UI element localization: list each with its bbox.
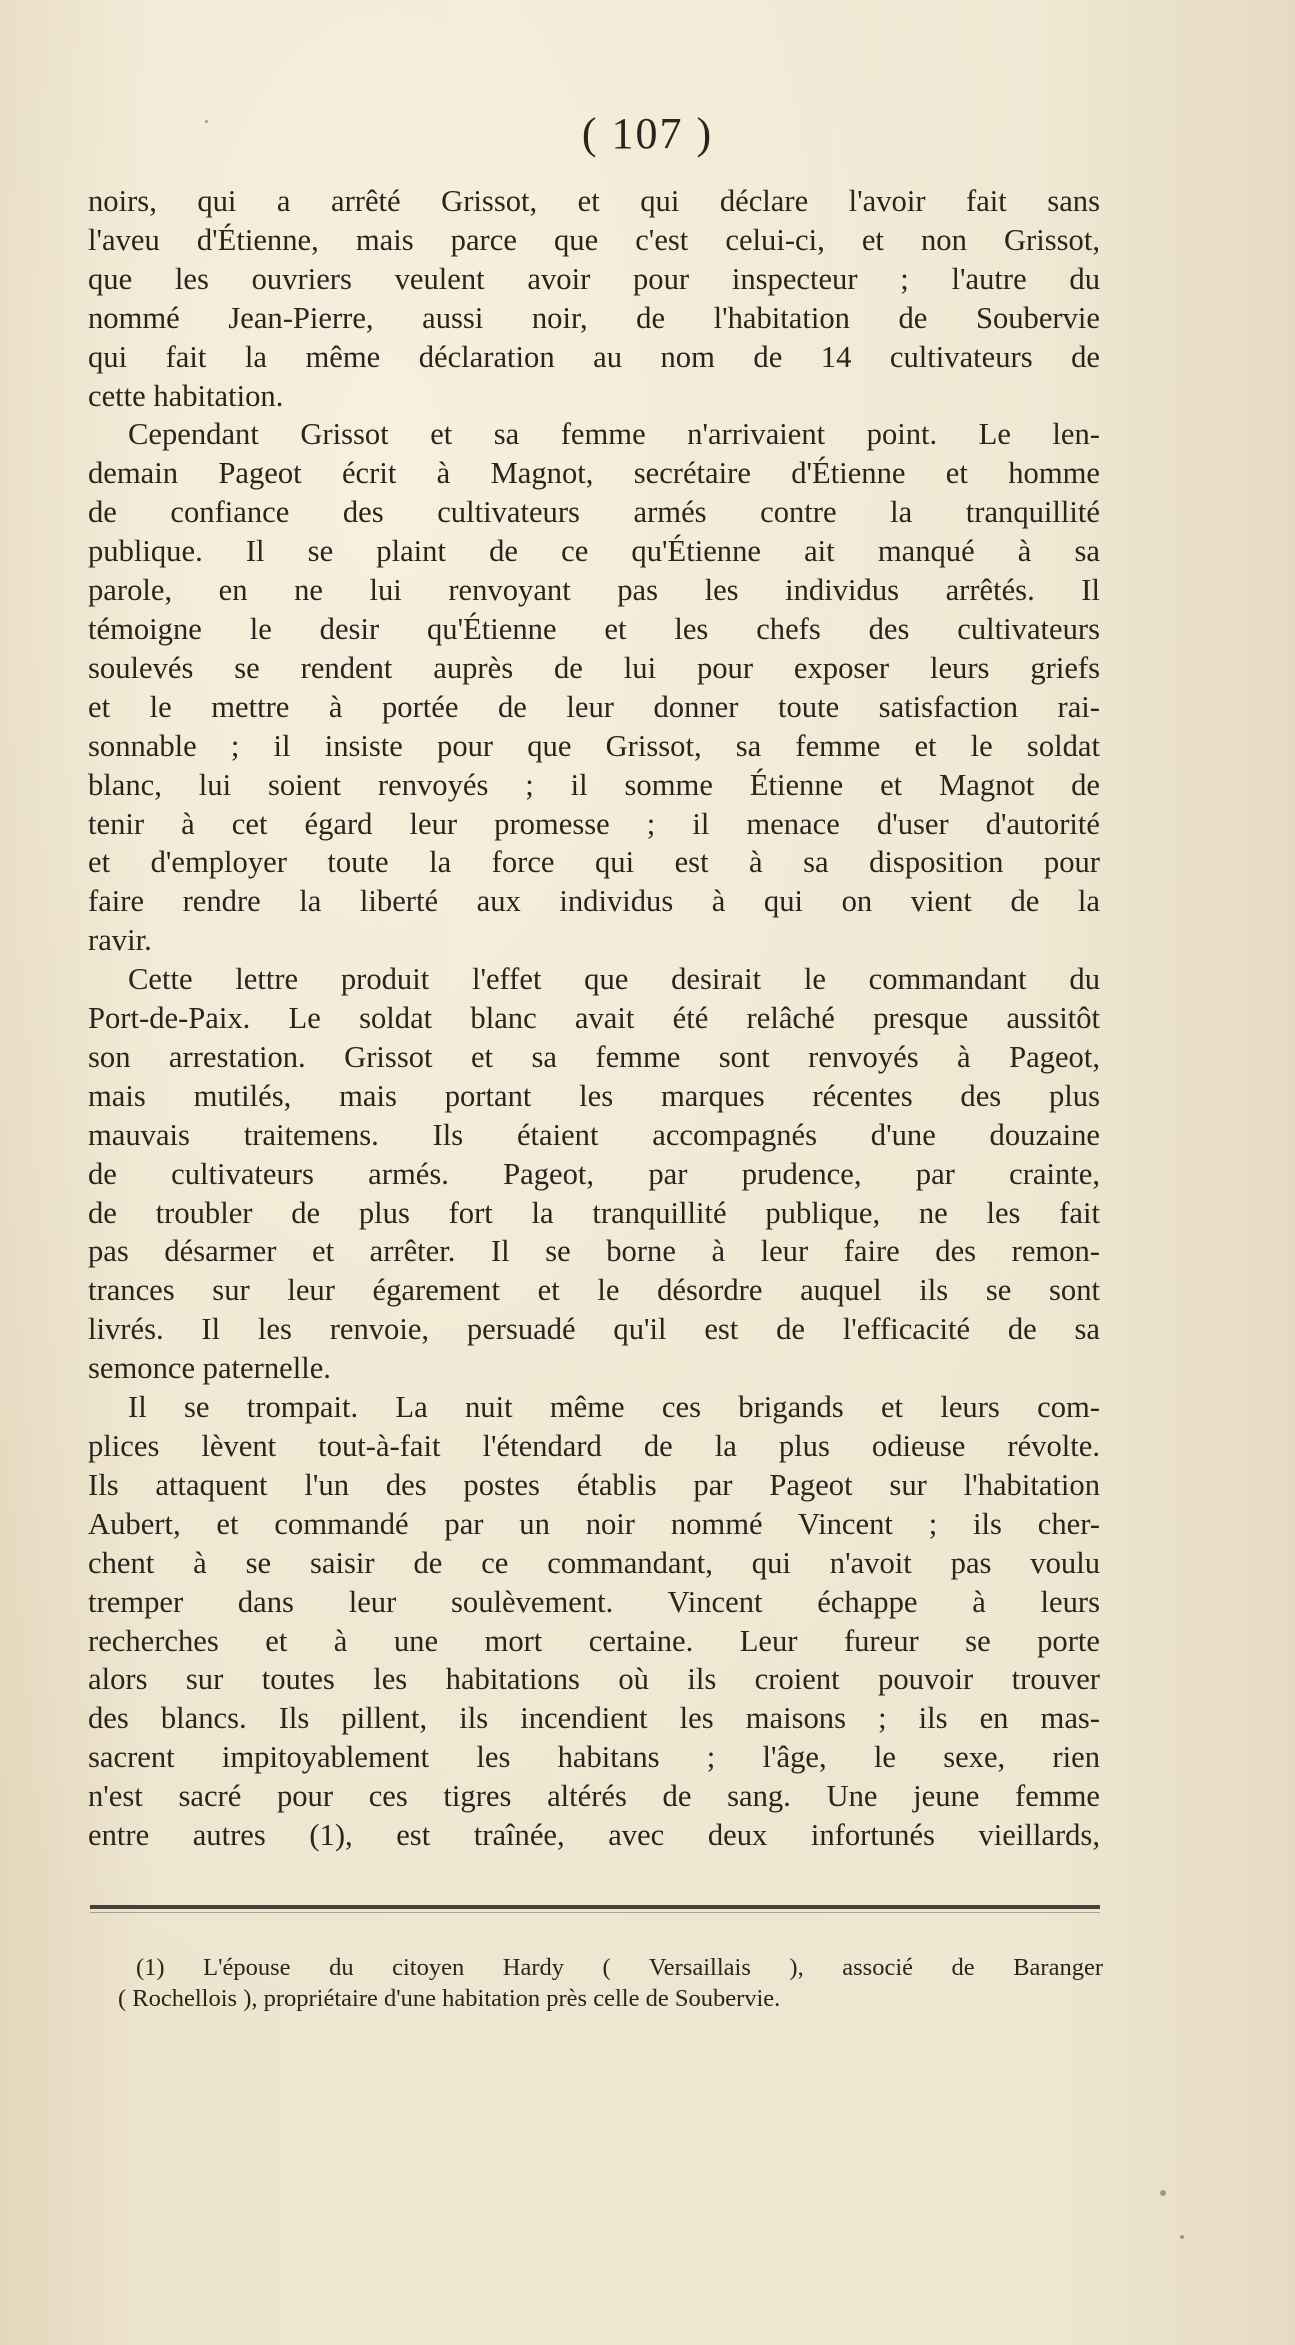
- text-line: cette habitation.: [88, 378, 284, 413]
- text-line: mais mutilés, mais portant les marques récentes des plus: [88, 1078, 1100, 1113]
- footnote: [118, 1952, 1103, 2014]
- text-line: faire rendre la liberté aux individus à qui on vient de la: [88, 884, 1100, 919]
- text-line: et d'employer toute la force qui est à sa disposition pour: [88, 845, 1100, 880]
- text-line: Port-de-Paix. Le soldat blanc avait été relâché presque aussitôt: [88, 1001, 1100, 1036]
- text-line: tenir à cet égard leur promesse ; il menace d'user d'autorité: [88, 806, 1100, 841]
- text-line: des blancs. Ils pillent, ils incendient les maisons ; ils en mas-: [88, 1701, 1100, 1736]
- text-line: semonce paternelle.: [88, 1351, 331, 1386]
- text-line: soulevés se rendent auprès de lui pour exposer leurs griefs: [88, 650, 1100, 685]
- text-line: témoigne le desir qu'Étienne et les chefs des cultivateurs: [88, 611, 1100, 646]
- text-line: son arrestation. Grissot et sa femme sont renvoyés à Pageot,: [88, 1039, 1100, 1074]
- text-line: n'est sacré pour ces tigres altérés de sang. Une jeune femme: [88, 1779, 1100, 1814]
- text-line: Cependant Grissot et sa femme n'arrivaient point. Le len-: [128, 417, 1100, 452]
- text-line: chent à se saisir de ce commandant, qui n'avoit pas voulu: [88, 1545, 1100, 1580]
- text-line: de confiance des cultivateurs armés contre la tranquillité: [88, 495, 1100, 530]
- text-line: de cultivateurs armés. Pageot, par prudence, par crainte,: [88, 1156, 1100, 1191]
- footnote-divider-thin: [90, 1912, 1100, 1913]
- text-line: demain Pageot écrit à Magnot, secrétaire d'Étienne et homme: [88, 456, 1100, 491]
- text-line: trances sur leur égarement et le désordre auquel ils se sont: [88, 1273, 1100, 1308]
- text-line: livrés. Il les renvoie, persuadé qu'il est de l'efficacité de sa: [88, 1312, 1100, 1347]
- text-line: publique. Il se plaint de ce qu'Étienne ait manqué à sa: [88, 534, 1100, 569]
- text-line: ravir.: [88, 923, 152, 958]
- footnote-line: ( Rochellois ), propriétaire d'une habitation près celle de Soubervie.: [118, 1985, 781, 2012]
- text-line: blanc, lui soient renvoyés ; il somme Étienne et Magnot de: [88, 767, 1100, 802]
- footnote-line: (1) L'épouse du citoyen Hardy ( Versaillais ), associé de Baranger: [136, 1954, 1103, 1981]
- text-line: entre autres (1), est traînée, avec deux infortunés vieillards,: [88, 1818, 1100, 1853]
- text-line: l'aveu d'Étienne, mais parce que c'est celui-ci, et non Grissot,: [88, 222, 1100, 257]
- text-line: que les ouvriers veulent avoir pour inspecteur ; l'autre du: [88, 261, 1100, 296]
- page-number: ( 107 ): [581, 109, 714, 158]
- text-line: Aubert, et commandé par un noir nommé Vincent ; ils cher-: [88, 1506, 1100, 1541]
- text-line: nommé Jean-Pierre, aussi noir, de l'habitation de Soubervie: [88, 300, 1100, 335]
- text-line: et le mettre à portée de leur donner toute satisfaction rai-: [88, 689, 1100, 724]
- body-text: [88, 182, 1100, 1855]
- text-line: Il se trompait. La nuit même ces brigands et leurs com-: [128, 1390, 1100, 1425]
- text-line: Ils attaquent l'un des postes établis par Pageot sur l'habitation: [88, 1467, 1100, 1502]
- text-line: sacrent impitoyablement les habitans ; l'âge, le sexe, rien: [88, 1740, 1100, 1775]
- text-line: recherches et à une mort certaine. Leur fureur se porte: [88, 1623, 1100, 1658]
- text-line: parole, en ne lui renvoyant pas les individus arrêtés. Il: [88, 573, 1100, 608]
- paper-speck: [1160, 2190, 1166, 2196]
- text-line: pas désarmer et arrêter. Il se borne à leur faire des remon-: [88, 1234, 1100, 1269]
- text-line: sonnable ; il insiste pour que Grissot, sa femme et le soldat: [88, 728, 1100, 763]
- text-line: noirs, qui a arrêté Grissot, et qui déclare l'avoir fait sans: [88, 184, 1100, 218]
- paper-speck: [205, 120, 208, 123]
- text-line: de troubler de plus fort la tranquillité publique, ne les fait: [88, 1195, 1100, 1230]
- text-line: Cette lettre produit l'effet que desirait le commandant du: [128, 962, 1100, 997]
- text-line: alors sur toutes les habitations où ils croient pouvoir trouver: [88, 1662, 1100, 1697]
- text-line: mauvais traitemens. Ils étaient accompagnés d'une douzaine: [88, 1117, 1100, 1152]
- footnote-divider: [90, 1905, 1100, 1909]
- text-line: qui fait la même déclaration au nom de 14 cultivateurs de: [88, 339, 1100, 374]
- text-line: tremper dans leur soulèvement. Vincent échappe à leurs: [88, 1584, 1100, 1619]
- paper-speck: [1180, 2235, 1184, 2239]
- text-line: plices lèvent tout-à-fait l'étendard de la plus odieuse révolte.: [88, 1429, 1100, 1463]
